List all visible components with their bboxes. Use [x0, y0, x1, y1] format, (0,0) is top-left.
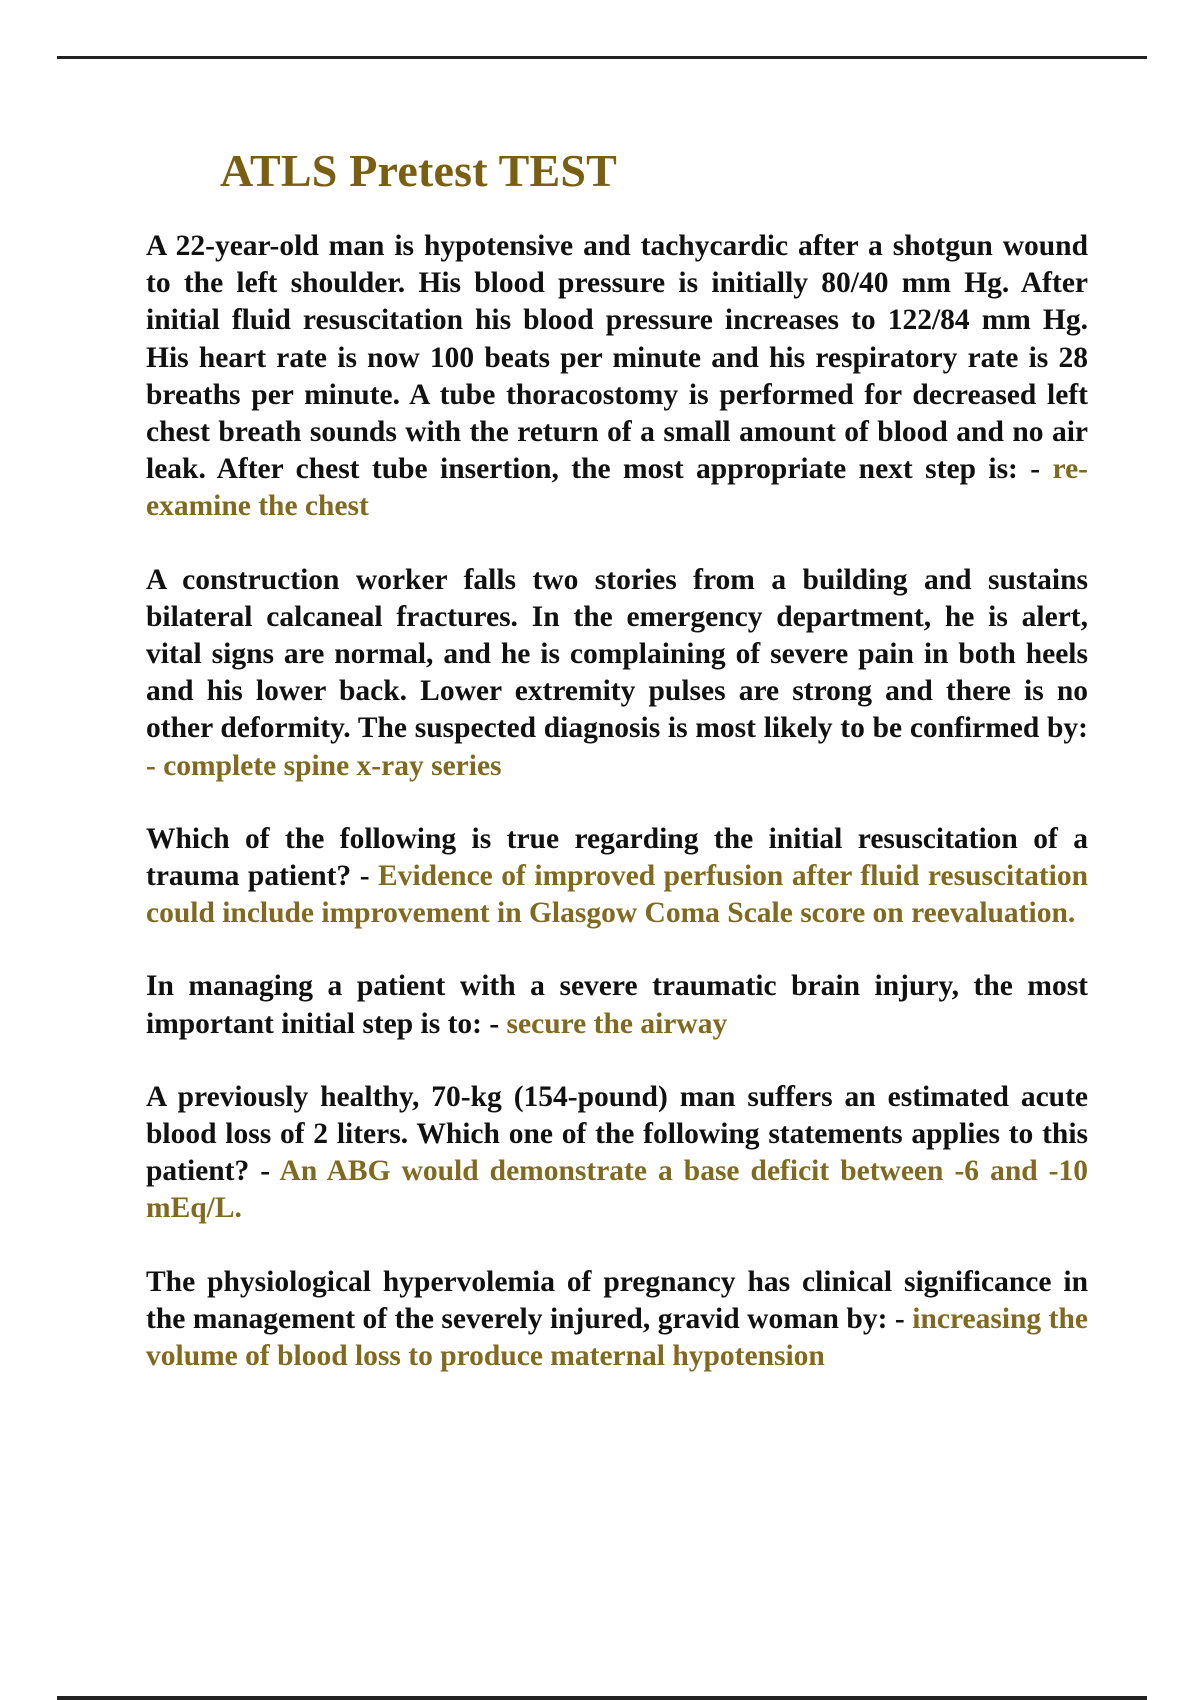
page-title: ATLS Pretest TEST — [220, 145, 618, 196]
qa-item-1 — [146, 228, 1088, 526]
answer-text: secure the airway — [506, 1007, 728, 1040]
header-rule — [57, 56, 1147, 59]
question-text: A 22-year-old man is hypotensive and tachycardic after a shotgun wound to the left shoulder. His blood pressure is initially 80/40 mm Hg. After initial fluid resuscitation his blood pressure increases to 122/84 mm Hg. His heart rate is now 100 beats per minute and his respiratory rate is 28 breaths per minute. A tube thoracostomy is performed for decreased left chest breath sounds with the return of a small amount of blood and no air leak. After chest tube insertion, the most appropriate next step is: - — [146, 230, 1088, 486]
question-text: A previously healthy, 70-kg (154-pound) man suffers an estimated acute blood loss of 2 liters. Which one of the following statements applies to this patient? - — [146, 1080, 1088, 1188]
qa-item-6 — [146, 1264, 1088, 1376]
qa-item-4 — [146, 968, 1088, 1042]
question-text: In managing a patient with a severe traumatic brain injury, the most important initial step is to: - — [146, 970, 1088, 1040]
qa-item-5 — [146, 1079, 1088, 1228]
qa-item-3 — [146, 821, 1088, 933]
qa-list — [146, 228, 1088, 1411]
question-text: The physiological hypervolemia of pregnancy has clinical significance in the management of the severely injured, gravid woman by: - — [146, 1265, 1088, 1335]
question-text: Which of the following is true regarding the initial resuscitation of a trauma patient? - — [146, 822, 1088, 893]
qa-item-2 — [146, 562, 1088, 785]
question-text: A construction worker falls two stories from a building and sustains bilateral calcaneal fractures. In the emergency department, he is alert, vital signs are normal, and he is complaining of severe pain in both heels and his lower back. Lower extremity pulses are strong and there is no other deformity. The suspected diagnosis is most likely to be confirmed by: — [146, 563, 1088, 745]
answer-text: increasing the volume of blood loss to produce maternal hypotension — [146, 1302, 1089, 1373]
answer-text: - complete spine x-ray series — [146, 749, 502, 782]
answer-text: An ABG would demonstrate a base deficit between -6 and -10 mEq/L. — [146, 1155, 1088, 1225]
answer-text: re-examine the chest — [146, 453, 1088, 523]
footer-rule — [57, 1696, 1147, 1700]
answer-text: Evidence of improved perfusion after fluid resuscitation could include improvement in Glasgow Coma Scale score on reevaluation. — [146, 860, 1088, 930]
